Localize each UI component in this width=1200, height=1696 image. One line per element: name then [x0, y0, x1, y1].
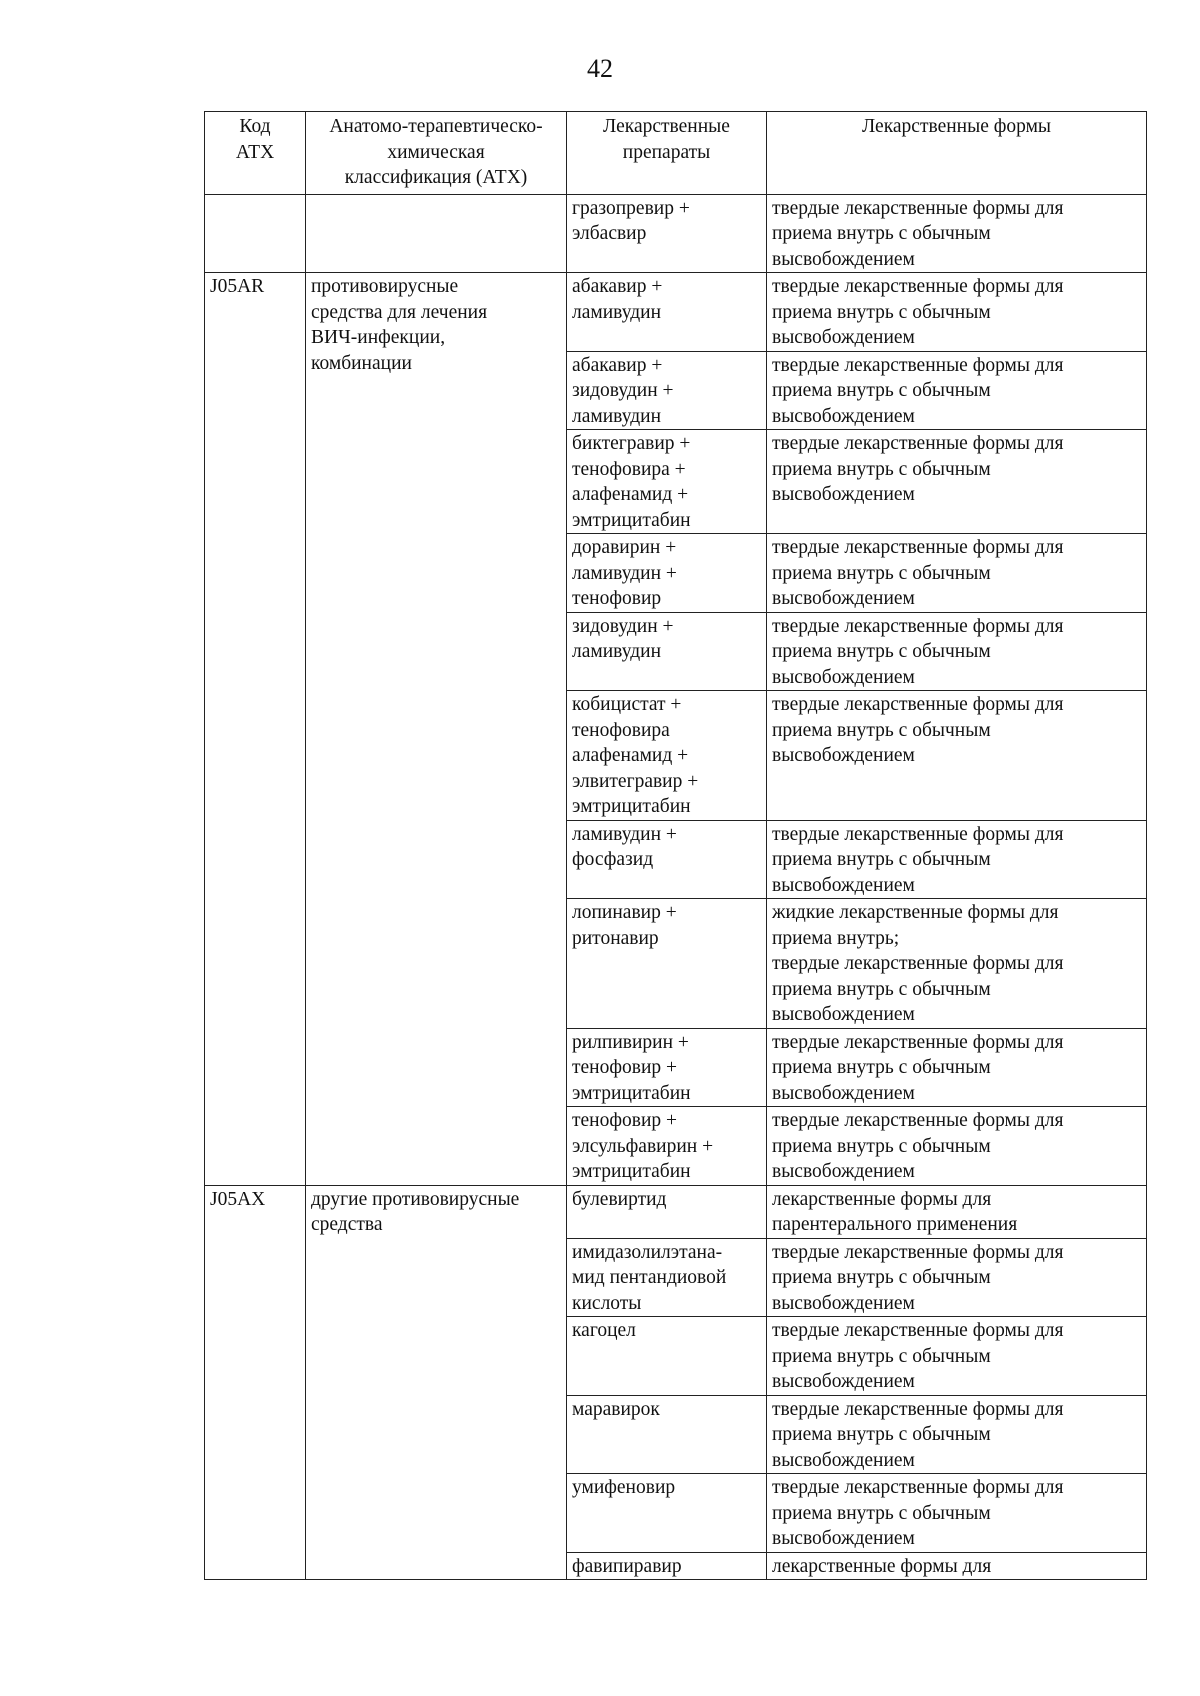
drug-cell: [567, 612, 767, 691]
drug-line: лопинавир +: [572, 902, 677, 923]
dosage-form-line: лекарственные формы для: [772, 1555, 992, 1577]
drug-line: кислоты: [572, 1292, 642, 1314]
drug-line: эмтрицитабин: [572, 1082, 691, 1104]
dosage-form-line: приема внутрь с обычным: [772, 978, 991, 1000]
drug-line: кобицистат +: [572, 694, 682, 715]
classification-cell: [306, 1185, 567, 1580]
dosage-form-line: высвобождением: [772, 1082, 915, 1104]
dosage-form-line: приема внутрь с обычным: [772, 719, 991, 741]
dosage-forms-cell: [767, 1474, 1147, 1553]
drug-line: ламивудин: [572, 641, 662, 662]
drug-line: алафенамид +: [572, 484, 689, 505]
dosage-form-line: высвобождением: [772, 248, 915, 270]
dosage-form-line: твердые лекарственные формы для: [772, 1320, 1064, 1341]
atx-code-cell: [205, 194, 306, 273]
header-code: [205, 112, 306, 195]
dosage-form-line: приема внутрь с обычным: [772, 301, 991, 323]
drug-line: тенофовир +: [572, 1110, 678, 1131]
drug-line: эмтрицитабин: [572, 1161, 691, 1182]
dosage-form-line: высвобождением: [772, 588, 915, 609]
drug-cell: [567, 430, 767, 534]
drug-line: абакавир +: [572, 354, 663, 376]
dosage-form-line: твердые лекарственные формы для: [772, 1110, 1064, 1131]
dosage-form-line: приема внутрь с обычным: [772, 1135, 991, 1157]
dosage-form-line: твердые лекарственные формы для: [772, 953, 1064, 974]
header-line: препараты: [622, 141, 711, 163]
drug-line: зидовудин +: [572, 615, 674, 637]
drug-cell: [567, 1028, 767, 1107]
dosage-form-line: твердые лекарственные формы для: [772, 1398, 1064, 1420]
table-header: [205, 112, 1147, 195]
dosage-forms-cell: [767, 430, 1147, 534]
dosage-form-line: высвобождением: [772, 1528, 915, 1549]
drug-cell: [567, 534, 767, 613]
drug-cell: [567, 1238, 767, 1317]
drug-line: гразопревир +: [572, 197, 690, 219]
dosage-form-line: твердые лекарственные формы для: [772, 537, 1064, 558]
drug-line: элсульфавирин +: [572, 1135, 714, 1157]
drug-line: доравирин +: [572, 537, 677, 558]
drug-line: имидазолилэтана-: [572, 1241, 723, 1263]
drug-line: кагоцел: [572, 1320, 636, 1341]
header-forms: [767, 112, 1147, 195]
dosage-forms-cell: [767, 820, 1147, 899]
dosage-forms-cell: [767, 351, 1147, 430]
classification-line: другие противовирусные: [311, 1188, 520, 1210]
classification-line: средства для лечения: [311, 301, 488, 323]
drug-line: абакавир +: [572, 276, 663, 297]
dosage-form-line: твердые лекарственные формы для: [772, 197, 1064, 219]
dosage-forms-cell: [767, 273, 1147, 352]
drug-line: ламивудин: [572, 301, 662, 323]
dosage-form-line: приема внутрь с обычным: [772, 1502, 991, 1524]
drug-line: биктегравир +: [572, 433, 691, 454]
drug-cell: [567, 273, 767, 352]
dosage-form-line: твердые лекарственные формы для: [772, 276, 1064, 297]
dosage-forms-cell: [767, 1185, 1147, 1238]
header-line: Лекарственные: [603, 116, 730, 137]
dosage-form-line: твердые лекарственные формы для: [772, 1477, 1064, 1498]
drug-cell: [567, 691, 767, 821]
drug-line: ламивудин +: [572, 562, 677, 584]
dosage-form-line: высвобождением: [772, 1449, 915, 1471]
header-row: [205, 112, 1147, 195]
drug-cell: [567, 1107, 767, 1186]
drug-line: тенофовир +: [572, 1057, 678, 1078]
classification-cell: [306, 273, 567, 1186]
drug-line: фосфазид: [572, 849, 654, 870]
dosage-forms-cell: [767, 1317, 1147, 1396]
dosage-form-line: приема внутрь с обычным: [772, 641, 991, 662]
dosage-forms-cell: [767, 194, 1147, 273]
drug-line: булевиртид: [572, 1188, 667, 1210]
dosage-form-line: парентерального применения: [772, 1214, 1018, 1235]
dosage-forms-cell: [767, 899, 1147, 1029]
dosage-form-line: высвобождением: [772, 405, 915, 427]
drug-line: эмтрицитабин: [572, 509, 691, 531]
dosage-form-line: высвобождением: [772, 874, 915, 896]
drug-line: элбасвир: [572, 223, 647, 244]
drug-cell: [567, 1317, 767, 1396]
header-line: Лекарственные формы: [861, 116, 1052, 137]
dosage-form-line: приема внутрь с обычным: [772, 1424, 991, 1445]
drug-cell: [567, 1474, 767, 1553]
drug-line: мид пентандиовой: [572, 1267, 727, 1288]
table-row: [205, 1185, 1147, 1238]
dosage-form-line: твердые лекарственные формы для: [772, 694, 1064, 715]
classification-cell: [306, 194, 567, 273]
dosage-form-line: твердые лекарственные формы для: [772, 823, 1064, 845]
dosage-form-line: приема внутрь с обычным: [772, 562, 991, 584]
header-line: АТХ: [235, 141, 275, 163]
classification-line: ВИЧ-инфекции,: [311, 327, 446, 348]
dosage-form-line: приема внутрь с обычным: [772, 849, 991, 870]
dosage-form-line: высвобождением: [772, 745, 915, 766]
dosage-form-line: приема внутрь с обычным: [772, 458, 991, 480]
dosage-forms-cell: [767, 691, 1147, 821]
dosage-form-line: высвобождением: [772, 1292, 915, 1314]
drug-cell: [567, 1395, 767, 1474]
dosage-form-line: высвобождением: [772, 484, 915, 505]
drug-line: алафенамид +: [572, 745, 689, 766]
dosage-form-line: твердые лекарственные формы для: [772, 1241, 1064, 1263]
drug-cell: [567, 1185, 767, 1238]
header-classification: [306, 112, 567, 195]
drug-line: умифеновир: [572, 1477, 676, 1498]
dosage-form-line: высвобождением: [772, 1371, 915, 1392]
dosage-form-line: высвобождением: [772, 327, 915, 348]
dosage-forms-cell: [767, 1028, 1147, 1107]
dosage-form-line: приема внутрь с обычным: [772, 1057, 991, 1078]
page-number: 42: [587, 54, 613, 83]
drug-line: тенофовира: [572, 719, 670, 741]
drug-line: эмтрицитабин: [572, 796, 691, 817]
atx-code-cell: [205, 273, 306, 1186]
dosage-form-line: твердые лекарственные формы для: [772, 433, 1064, 454]
dosage-form-line: приема внутрь с обычным: [772, 1267, 991, 1288]
dosage-form-line: жидкие лекарственные формы для: [772, 902, 1059, 923]
drug-line: тенофовир: [572, 588, 662, 609]
dosage-form-line: твердые лекарственные формы для: [772, 354, 1064, 376]
atx-code: J05AR: [210, 276, 265, 297]
drug-cell: [567, 194, 767, 273]
dosage-forms-cell: [767, 534, 1147, 613]
dosage-form-line: высвобождением: [772, 1161, 915, 1182]
drug-cell: [567, 1552, 767, 1580]
dosage-form-line: приема внутрь с обычным: [772, 380, 991, 401]
drug-line: тенофовира +: [572, 458, 686, 480]
drug-line: фавипиравир: [572, 1555, 682, 1577]
drug-cell: [567, 351, 767, 430]
dosage-form-line: лекарственные формы для: [772, 1188, 992, 1210]
dosage-form-line: приема внутрь;: [772, 927, 900, 949]
drug-cell: [567, 899, 767, 1029]
atx-code: J05AX: [210, 1188, 266, 1210]
drug-line: ламивудин: [572, 405, 662, 427]
drug-line: зидовудин +: [572, 380, 674, 401]
table-body: [205, 194, 1147, 1580]
drug-cell: [567, 820, 767, 899]
dosage-forms-cell: [767, 1238, 1147, 1317]
table-row: [205, 194, 1147, 273]
dosage-form-line: твердые лекарственные формы для: [772, 1031, 1064, 1053]
dosage-form-line: приема внутрь с обычным: [772, 1345, 991, 1367]
dosage-forms-cell: [767, 1107, 1147, 1186]
table-row: [205, 273, 1147, 352]
drug-line: ритонавир: [572, 927, 659, 949]
header-line: Код: [239, 116, 271, 137]
header-line: классификация (АТХ): [344, 167, 528, 188]
header-line: Анатомо-терапевтическо-: [329, 116, 543, 137]
atx-code-cell: [205, 1185, 306, 1580]
dosage-form-line: высвобождением: [772, 1004, 915, 1025]
drug-line: маравирок: [572, 1398, 660, 1420]
classification-line: противовирусные: [311, 276, 459, 297]
classification-line: комбинации: [311, 352, 412, 374]
dosage-forms-cell: [767, 612, 1147, 691]
header-line: химическая: [387, 141, 485, 163]
dosage-form-line: высвобождением: [772, 666, 915, 688]
dosage-forms-cell: [767, 1552, 1147, 1580]
drug-line: рилпивирин +: [572, 1031, 689, 1053]
dosage-form-line: приема внутрь с обычным: [772, 223, 991, 244]
classification-line: средства: [311, 1214, 383, 1235]
drug-line: элвитегравир +: [572, 770, 699, 792]
drug-line: ламивудин +: [572, 823, 677, 845]
dosage-forms-cell: [767, 1395, 1147, 1474]
atx-table: [204, 111, 1147, 1580]
header-drugs: [567, 112, 767, 195]
dosage-form-line: твердые лекарственные формы для: [772, 615, 1064, 637]
